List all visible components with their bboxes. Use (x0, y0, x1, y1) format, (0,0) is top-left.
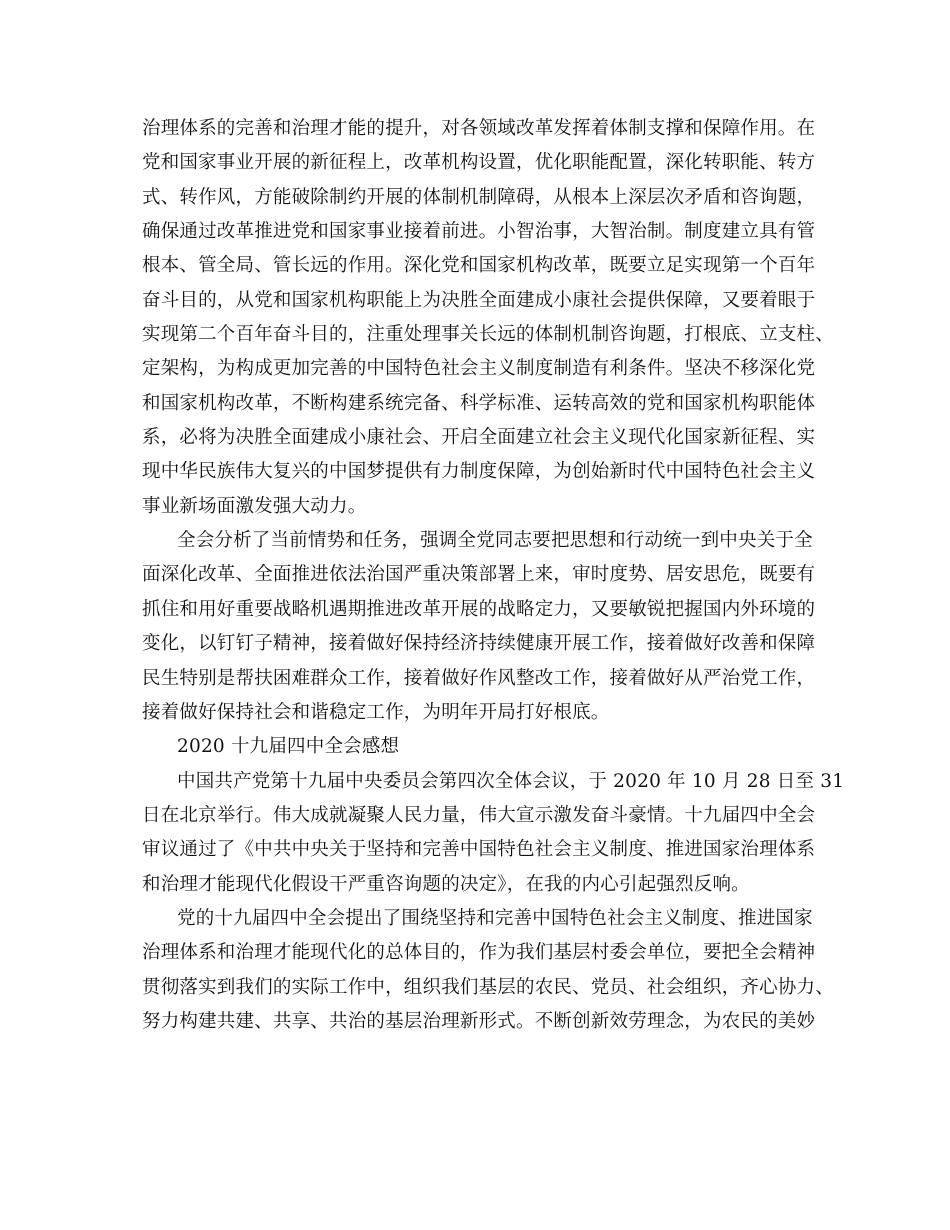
text-line: 日在北京举行。伟大成就凝聚人民力量，伟大宣示激发奋斗豪情。十九届四中全会 (142, 804, 816, 826)
text-line: 2020 十九届四中全会感想 (177, 736, 400, 758)
text-line: 事业新场面激发强大动力。 (142, 495, 367, 517)
text-line: 现中华民族伟大复兴的中国梦提供有力制度保障，为创始新时代中国特色社会主义 (142, 461, 816, 483)
text-line: 抓住和用好重要战略机遇期推进改革开展的战略定力，又要敏锐把握国内外环境的 (142, 598, 816, 620)
text-line: 和国家机构改革，不断构建系统完备、科学标准、运转高效的党和国家机构职能体 (142, 392, 816, 414)
text-line: 中国共产党第十九届中央委员会第四次全体会议，于 2020 年 10 月 28 日至 31 (177, 770, 845, 792)
document-body (142, 112, 845, 1039)
text-line: 努力构建共建、共享、共治的基层治理新形式。不断创新效劳理念，为农民的美妙 (142, 1010, 816, 1032)
text-line: 党的十九届四中全会提出了围绕坚持和完善中国特色社会主义制度、推进国家 (177, 907, 813, 929)
text-line: 全会分析了当前情势和任务，强调全党同志要把思想和行动统一到中央关于全 (177, 530, 813, 552)
text-line: 面深化改革、全面推进依法治国严重决策部署上来，审时度势、居安思危，既要有 (142, 564, 816, 586)
text-line: 治理体系和治理才能现代化的总体目的，作为我们基层村委会单位，要把全会精神 (142, 942, 816, 964)
text-line: 治理体系的完善和治理才能的提升，对各领域改革发挥着体制支撑和保障作用。在 (142, 118, 816, 139)
text-line: 系，必将为决胜全面建成小康社会、开启全面建立社会主义现代化国家新征程、实 (142, 427, 816, 449)
text-line: 民生特别是帮扶困难群众工作，接着做好作风整改工作，接着做好从严治党工作， (142, 667, 816, 689)
text-line: 变化，以钉钉子精神，接着做好保持经济持续健康开展工作，接着做好改善和保障 (142, 633, 816, 655)
text-line: 式、转作风，方能破除制约开展的体制机制障碍，从根本上深层次矛盾和咨询题， (142, 186, 816, 208)
text-line: 审议通过了《中共中央关于坚持和完善中国特色社会主义制度、推进国家治理体系 (142, 839, 816, 861)
text-line: 根本、管全局、管长远的作用。深化党和国家机构改革，既要立足实现第一个百年 (142, 255, 816, 277)
text-line: 和治理才能现代化假设干严重咨询题的决定》，在我的内心引起强烈反响。 (142, 873, 750, 895)
text-line: 实现第二个百年奋斗目的，注重处理事关长远的体制机制咨询题，打根底、立支柱、 (142, 324, 834, 346)
text-line: 定架构，为构成更加完善的中国特色社会主义制度制造有利条件。坚决不移深化党 (142, 358, 816, 380)
text-line: 党和国家事业开展的新征程上，改革机构设置，优化职能配置，深化转职能、转方 (142, 152, 816, 174)
text-line: 贯彻落实到我们的实际工作中，组织我们基层的农民、党员、社会组织，齐心协力、 (142, 976, 834, 998)
text-line: 奋斗目的，从党和国家机构职能上为决胜全面建成小康社会提供保障，又要着眼于 (142, 289, 816, 311)
text-line: 接着做好保持社会和谐稳定工作，为明年开局打好根底。 (142, 701, 610, 723)
text-line: 确保通过改革推进党和国家事业接着前进。小智治事，大智治制。制度建立具有管 (142, 221, 816, 243)
